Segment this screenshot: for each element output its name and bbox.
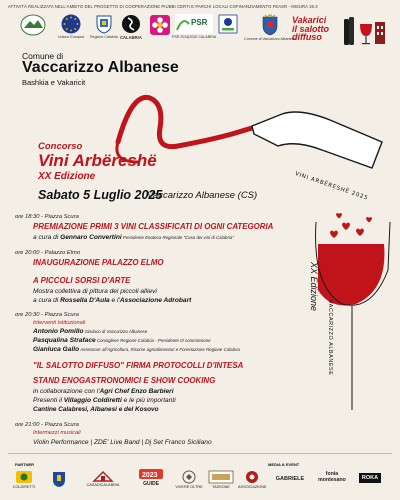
partner-name: CASADICALABRIA [86, 483, 120, 487]
guide-badge-icon [138, 468, 164, 480]
schedule-time: ore 20:00 - Palazzo Elmo [15, 250, 81, 256]
partner-name: ASSOCIAZIONE [238, 485, 267, 489]
credit-pre: Presenti il [33, 397, 64, 404]
credit-pre: a cura di [33, 234, 61, 241]
partner-logo [238, 470, 266, 489]
schedule-subheading: Interventi Istituzionali [33, 320, 86, 326]
schedule-credit [33, 397, 176, 404]
speaker-line [33, 337, 211, 344]
speaker-name: Pasqualina Straface [33, 337, 96, 344]
event-date: Sabato 5 Luglio 2025 [38, 188, 163, 202]
schedule-line: Violin Performance | ZDE' Live Band | Dj Set Franco Siciliano [33, 439, 212, 446]
partner-logo [12, 470, 36, 489]
media-logo [270, 476, 310, 482]
schedule-heading: "IL SALOTTO DIFFUSO" FIRMA PROTOCOLLI D'INTESA [33, 361, 244, 370]
media-logo [356, 473, 384, 483]
logo-label: Unione Europea [58, 35, 84, 39]
partner-label: PARTNER [15, 462, 35, 467]
media-name: fonia montesano [318, 471, 346, 483]
event-place: Vaccarizzo Albanese (CS) [147, 190, 258, 201]
speaker-role: Sindaco di Vaccarizzo Albanese [83, 329, 148, 334]
footer-divider [8, 453, 392, 454]
speaker-name: Antonio Pomillo [33, 328, 84, 335]
credit-name: Associazione Adrobart [119, 297, 192, 304]
schedule-time: ore 21:00 - Piazza Scura [15, 422, 79, 428]
speaker-line [33, 328, 147, 335]
logo-label: PSR 2014|2020 CALABRIA [172, 35, 217, 39]
hearts-icon [330, 213, 372, 238]
partner-name: TASSONE [212, 485, 230, 489]
partner-name: COLDIRETTI [12, 485, 36, 489]
logo-label: CALABRIA [120, 35, 142, 40]
credit-name: Gennaro Convertini [60, 234, 122, 241]
credit-pre: in collaborazione con l' [33, 388, 100, 395]
comune-name: Vaccarizzo Albanese [22, 59, 179, 76]
credit-name: Agri Chef Enzo Barbieri [99, 388, 174, 395]
media-logo [314, 472, 350, 483]
schedule-heading: STAND ENOGASTRONOMICI E SHOW COOKING [33, 376, 216, 385]
coldiretti-icon [15, 470, 33, 484]
speaker-role: Assessore all'Agricoltura, Risorse agroalimentari e Forestazione Regione Calabria [79, 347, 240, 352]
schedule-credit [33, 297, 191, 304]
schedule-line: Mostra collettiva di pittura dei piccoli allievi [33, 288, 157, 295]
media-name: ROKA [359, 473, 381, 483]
glass-vertical-text: VACCARIZZO ALBANESE [327, 300, 333, 376]
svg-text:PSR: PSR [191, 18, 208, 27]
credit-mid: e le più importanti [121, 397, 176, 404]
wine-glass-liquid [318, 244, 384, 305]
wine-ribbon [118, 97, 252, 146]
bottle-label: VINI ARBËRESHË 2025 [294, 171, 369, 202]
festival-logo-line: Vakarici [292, 15, 327, 25]
vivere-oltre-icon [181, 470, 197, 484]
comune-subtitle: Bashkia e Vakaricit [22, 78, 86, 87]
logo-label: Regione Calabria [90, 35, 118, 39]
festival-logo-line: diffuso [292, 32, 322, 42]
concorso-label: Concorso [38, 141, 83, 152]
media-name: GABRIELE [275, 476, 305, 482]
funding-text: ATTIVITÀ REALIZZATA NELL'AMBITO DEL PROGETTO DI COOPERAZIONE PIUBBI CERTI E PARCHI LOCALI COFINANZIAMENTO FEASR - MISURA 19.3 [8, 4, 318, 9]
credit-name: Rossella D'Aula [60, 297, 110, 304]
schedule-time: ore 20:30 - Piazza Scura [15, 312, 79, 318]
schedule-heading: A PICCOLI SORSI D'ARTE [33, 276, 131, 285]
casa-calabria-icon [92, 470, 114, 482]
wine-bottle [252, 112, 382, 168]
media-label: MEDIA & EVENT [268, 462, 300, 467]
credit-mid: e l' [109, 297, 120, 304]
speaker-name: Gianluca Gallo [33, 346, 80, 353]
tassone-icon [208, 470, 234, 484]
festival-logo-line: il salotto [292, 23, 330, 34]
partner-logo [172, 470, 206, 489]
speaker-line [33, 346, 240, 353]
schedule-heading: INAUGURAZIONE PALAZZO ELMO [33, 258, 164, 267]
logo-label: Comune di Vaccarizzo Albanese [244, 37, 296, 41]
partner-logo [206, 470, 236, 489]
schedule-heading: PREMIAZIONE PRIMI 3 VINI CLASSIFICATI DI OGNI CATEGORIA [33, 222, 274, 231]
partner-logo [78, 470, 128, 487]
credit-role: Presidente Enoteca Regionale "Casa dei vini di Calabria" [121, 235, 234, 240]
event-title: Vini Arbëreshë [38, 151, 157, 170]
schedule-bold-line: Cantine Calabresi, Albanesi e del Kosovo [33, 406, 159, 413]
credit-pre: a cura di [33, 297, 61, 304]
partner-logo [136, 468, 166, 487]
schedule-time: ore 18:30 - Piazza Scura [15, 214, 79, 220]
credit-name: Villaggio Coldiretti [63, 397, 122, 404]
schedule-subheading: Intermezzi musicali [33, 430, 81, 436]
svg-text:2023: 2023 [142, 472, 158, 479]
comune-prefix: Comune di [22, 51, 64, 61]
schedule-credit [33, 234, 234, 241]
glass-edition-label: XX Edizione [309, 262, 319, 312]
association-icon [245, 470, 259, 484]
speaker-role: Consigliere Regione Calabria - Presidente III commissione [95, 338, 211, 343]
schedule-credit [33, 388, 174, 395]
partner-crest-icon [51, 470, 67, 488]
partner-logo [50, 470, 68, 489]
edition-label: XX Edizione [38, 171, 96, 182]
partner-name: GUIDE [143, 481, 159, 487]
partner-name: VIVERE OLTRE [175, 485, 203, 489]
